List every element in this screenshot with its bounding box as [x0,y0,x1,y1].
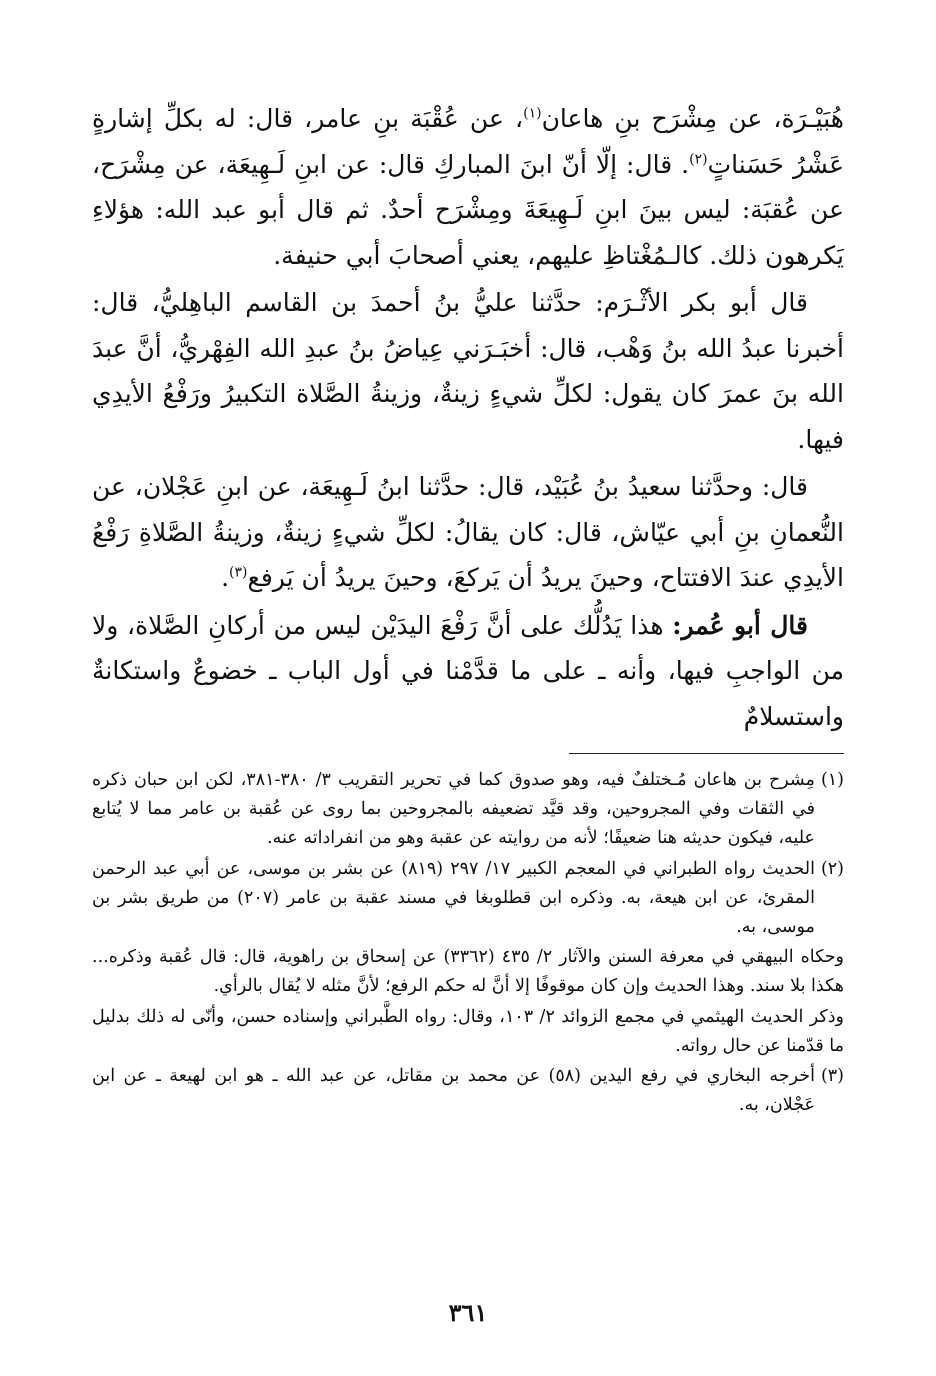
footnote-text: أخرجه البخاري في رفع اليدين (٥٨) عن محمد بن مقاتل، عن عبد الله ـ هو ابن لهيعة ـ عن ابن عَجْلان، به. [92,1066,815,1116]
footnote-1 [92,766,844,854]
footnote-text: الحديث رواه الطبراني في المعجم الكبير ١٧/ ٢٩٧ (٨١٩) عن بشر بن موسى، عن أبي عبد الرحمن المقرئ، عن ابن هيعة، به. وذكره ابن قطلوبغا في مسند عقبة بن عامر (٢٠٧) من طريق بشر بن موسى، به. [92,858,815,938]
footnote-2-continuation-2: وذكر الحديث الهيثمي في مجمع الزوائد ٢/ ١٠٣، وقال: رواه الطَّبراني وإسناده حسن، وأنّى له ذلك بدليل ما قدّمنا عن حال رواته. [92,1006,844,1056]
footnote-number: (٢) [820,858,844,879]
footnote-text: مِشرح بن هاعان مُـختلفٌ فيه، وهو صدوق كما في تحرير التقريب ٣/ ٣٨٠-٣٨١، لكن ابن حبان ذكره في الثقات وفي المجروحين، وقد قيَّد تضعيفه بالمجروحين بما روى عن عُقبة بن عامر مما لا يُتابع عليه، فيكون حديثه هنا ضعيفًا؛ لأنه من روايته عن عقبة وهو من انفراداته عنه. [92,770,815,849]
paragraph-3-text: قال: وحدَّثنا سعيدُ بنُ عُبَيْد، قال: حدَّثنا ابنُ لَـهِيعَة، عن ابنِ عَجْلان، عن النُّعمانِ بنِ أبي عيّاش، قال: كان يقالُ: لكلِّ شيءٍ زينةٌ، وزينةُ الصَّلاةِ رَفْعُ الأيدِي عندَ الافتتاح، وحينَ يريدُ أن يَركعَ، وحينَ يريدُ أن يَرفع [92,472,844,592]
paragraph-1 [92,96,844,278]
paragraph-4 [92,603,844,740]
paragraph-4-lead: قال أبو عُمر: [672,610,809,640]
footnote-number: (١) [820,770,844,790]
paragraph-3 [92,464,844,601]
main-text [92,96,844,739]
footnote-3 [92,1062,844,1120]
paragraph-3-end: . [221,563,230,592]
paragraph-1-part-a: هُبَيْـرَة، عن مِشْرَح بنِ هاعان [541,104,844,133]
footnote-number: (٣) [820,1066,844,1087]
paragraph-1-part-b: ، عن عُقْبَة بنِ عامر، قال: له بكلِّ إشارةٍ عَشْرُ حَسَناتٍ [92,104,844,179]
footnotes [92,766,844,1120]
footnote-ref-3[interactable]: (٣) [229,564,248,581]
footnote-2 [92,855,844,943]
footnote-separator [569,753,844,754]
footnote-ref-2[interactable]: (٢) [689,151,708,168]
page-body [92,96,844,1121]
paragraph-4-text: هذا يَدُلُّك على أنَّ رَفْعَ اليدَيْن ليس من أركانِ الصَّلاة، ولا من الواجبِ فيها، وأنه ـ على ما قدَّمْنا في أول الباب ـ خضوعٌ واستكانةٌ واستسلامٌ [92,610,844,731]
footnote-ref-1[interactable]: (١) [523,105,542,122]
paragraph-2: قال أبو بكر الأثْـرَم: حدَّثنا عليُّ بنُ أحمدَ بن القاسم الباهِليُّ، قال: أخبرنا عبدُ الله بنُ وَهْب، قال: أخبَـرَني عِياضُ بنُ عبدِ الله الفِهْريُّ، أنَّ عبدَ الله بنَ عمرَ كان يقول: لكلِّ شيءٍ زينةٌ، وزينةُ الصَّلاة التكبيرُ ورَفْعُ الأيدِي فيها. [92,288,844,454]
page-number: ٣٦١ [448,1298,488,1327]
footnote-2-continuation-1: وحكاه البيهقي في معرفة السنن والآثار ٢/ ٤٣٥ (٣٣٦٢) عن إسحاق بن راهوية، قال: قال عُقبة وذكره... هكذا بلا سند. وهذا الحديث وإن كان موقوفًا إلا أنَّ له حكم الرفع؛ لأنَّ مثله لا يُقال بالرأي. [92,947,845,997]
paragraph-1-part-c: . قال: إلّا أنّ ابنَ المباركِ قال: عن ابنِ لَـهِيعَة، عن مِشْرَح، عن عُقبَة: ليس بينَ ابنِ لَـهِيعَةَ ومِشْرَح أحدٌ. ثم قال أبو عبد الله: هؤلاءِ يَكرهون ذلك. كالـمُغْتاظِ عليهم، يعني أصحابَ أبي حنيفة. [92,149,844,270]
